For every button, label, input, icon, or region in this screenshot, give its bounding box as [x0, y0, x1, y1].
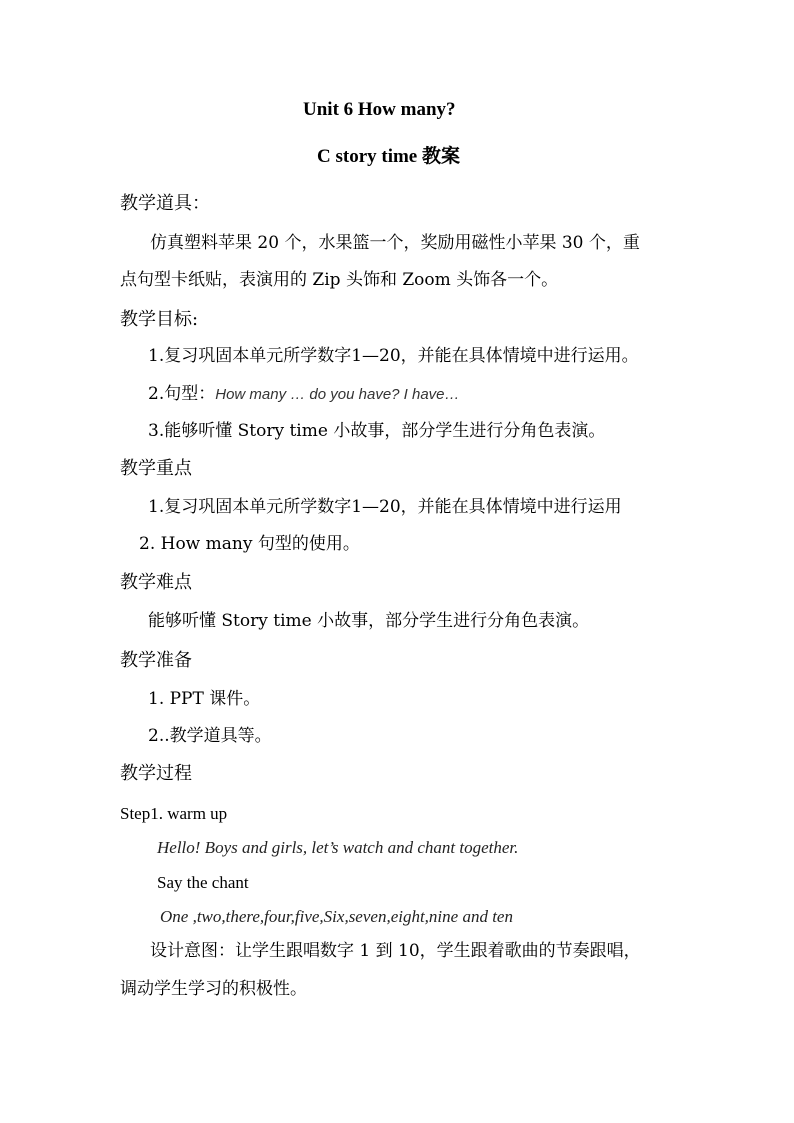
process-step-1: Step1. warm up: [120, 804, 228, 823]
difficulties-item-1: 能够听懂 Story time 小故事，部分学生进行分角色表演。: [148, 611, 590, 631]
goals-item-2-pattern: How many … do you have? I have…: [215, 386, 460, 403]
process-line-3: One ,two,there,four,five,Six,seven,eight,nine and ten: [160, 907, 513, 926]
goals-heading: 教学目标:: [120, 309, 199, 330]
goals-item-3: 3.能够听懂 Story time 小故事，部分学生进行分角色表演。: [148, 421, 606, 441]
props-heading: 教学道具：: [120, 193, 210, 214]
page-subtitle: C story time 教案: [317, 146, 460, 167]
preparation-heading: 教学准备: [120, 650, 192, 671]
preparation-item-1: 1. PPT 课件。: [148, 689, 261, 709]
key-points-item-2: 2. How many 句型的使用。: [139, 534, 360, 554]
process-line-2: Say the chant: [157, 873, 249, 892]
page-title: Unit 6 How many?: [303, 99, 456, 120]
key-points-item-1: 1.复习巩固本单元所学数字1—20，并能在具体情境中进行运用: [148, 497, 622, 517]
key-points-heading: 教学重点: [120, 458, 192, 479]
props-line-1: 仿真塑料苹果 20 个，水果篮一个，奖励用磁性小苹果 30 个，重: [150, 233, 640, 253]
goals-item-2: [148, 384, 460, 404]
process-line-1: Hello! Boys and girls, let’s watch and chant together.: [157, 838, 519, 857]
goals-item-1: 1.复习巩固本单元所学数字1—20，并能在具体情境中进行运用。: [148, 346, 639, 366]
goals-item-2-prefix: 2.句型：: [148, 384, 216, 404]
props-line-2: 点句型卡纸贴，表演用的 Zip 头饰和 Zoom 头饰各一个。: [120, 270, 559, 290]
process-heading: 教学过程: [120, 763, 192, 784]
process-design-2: 调动学生学习的积极性。: [120, 979, 307, 999]
preparation-item-2: 2..教学道具等。: [148, 726, 272, 746]
process-design-1: 设计意图：让学生跟唱数字 1 到 10，学生跟着歌曲的节奏跟唱，: [150, 941, 641, 961]
difficulties-heading: 教学难点: [120, 572, 192, 593]
